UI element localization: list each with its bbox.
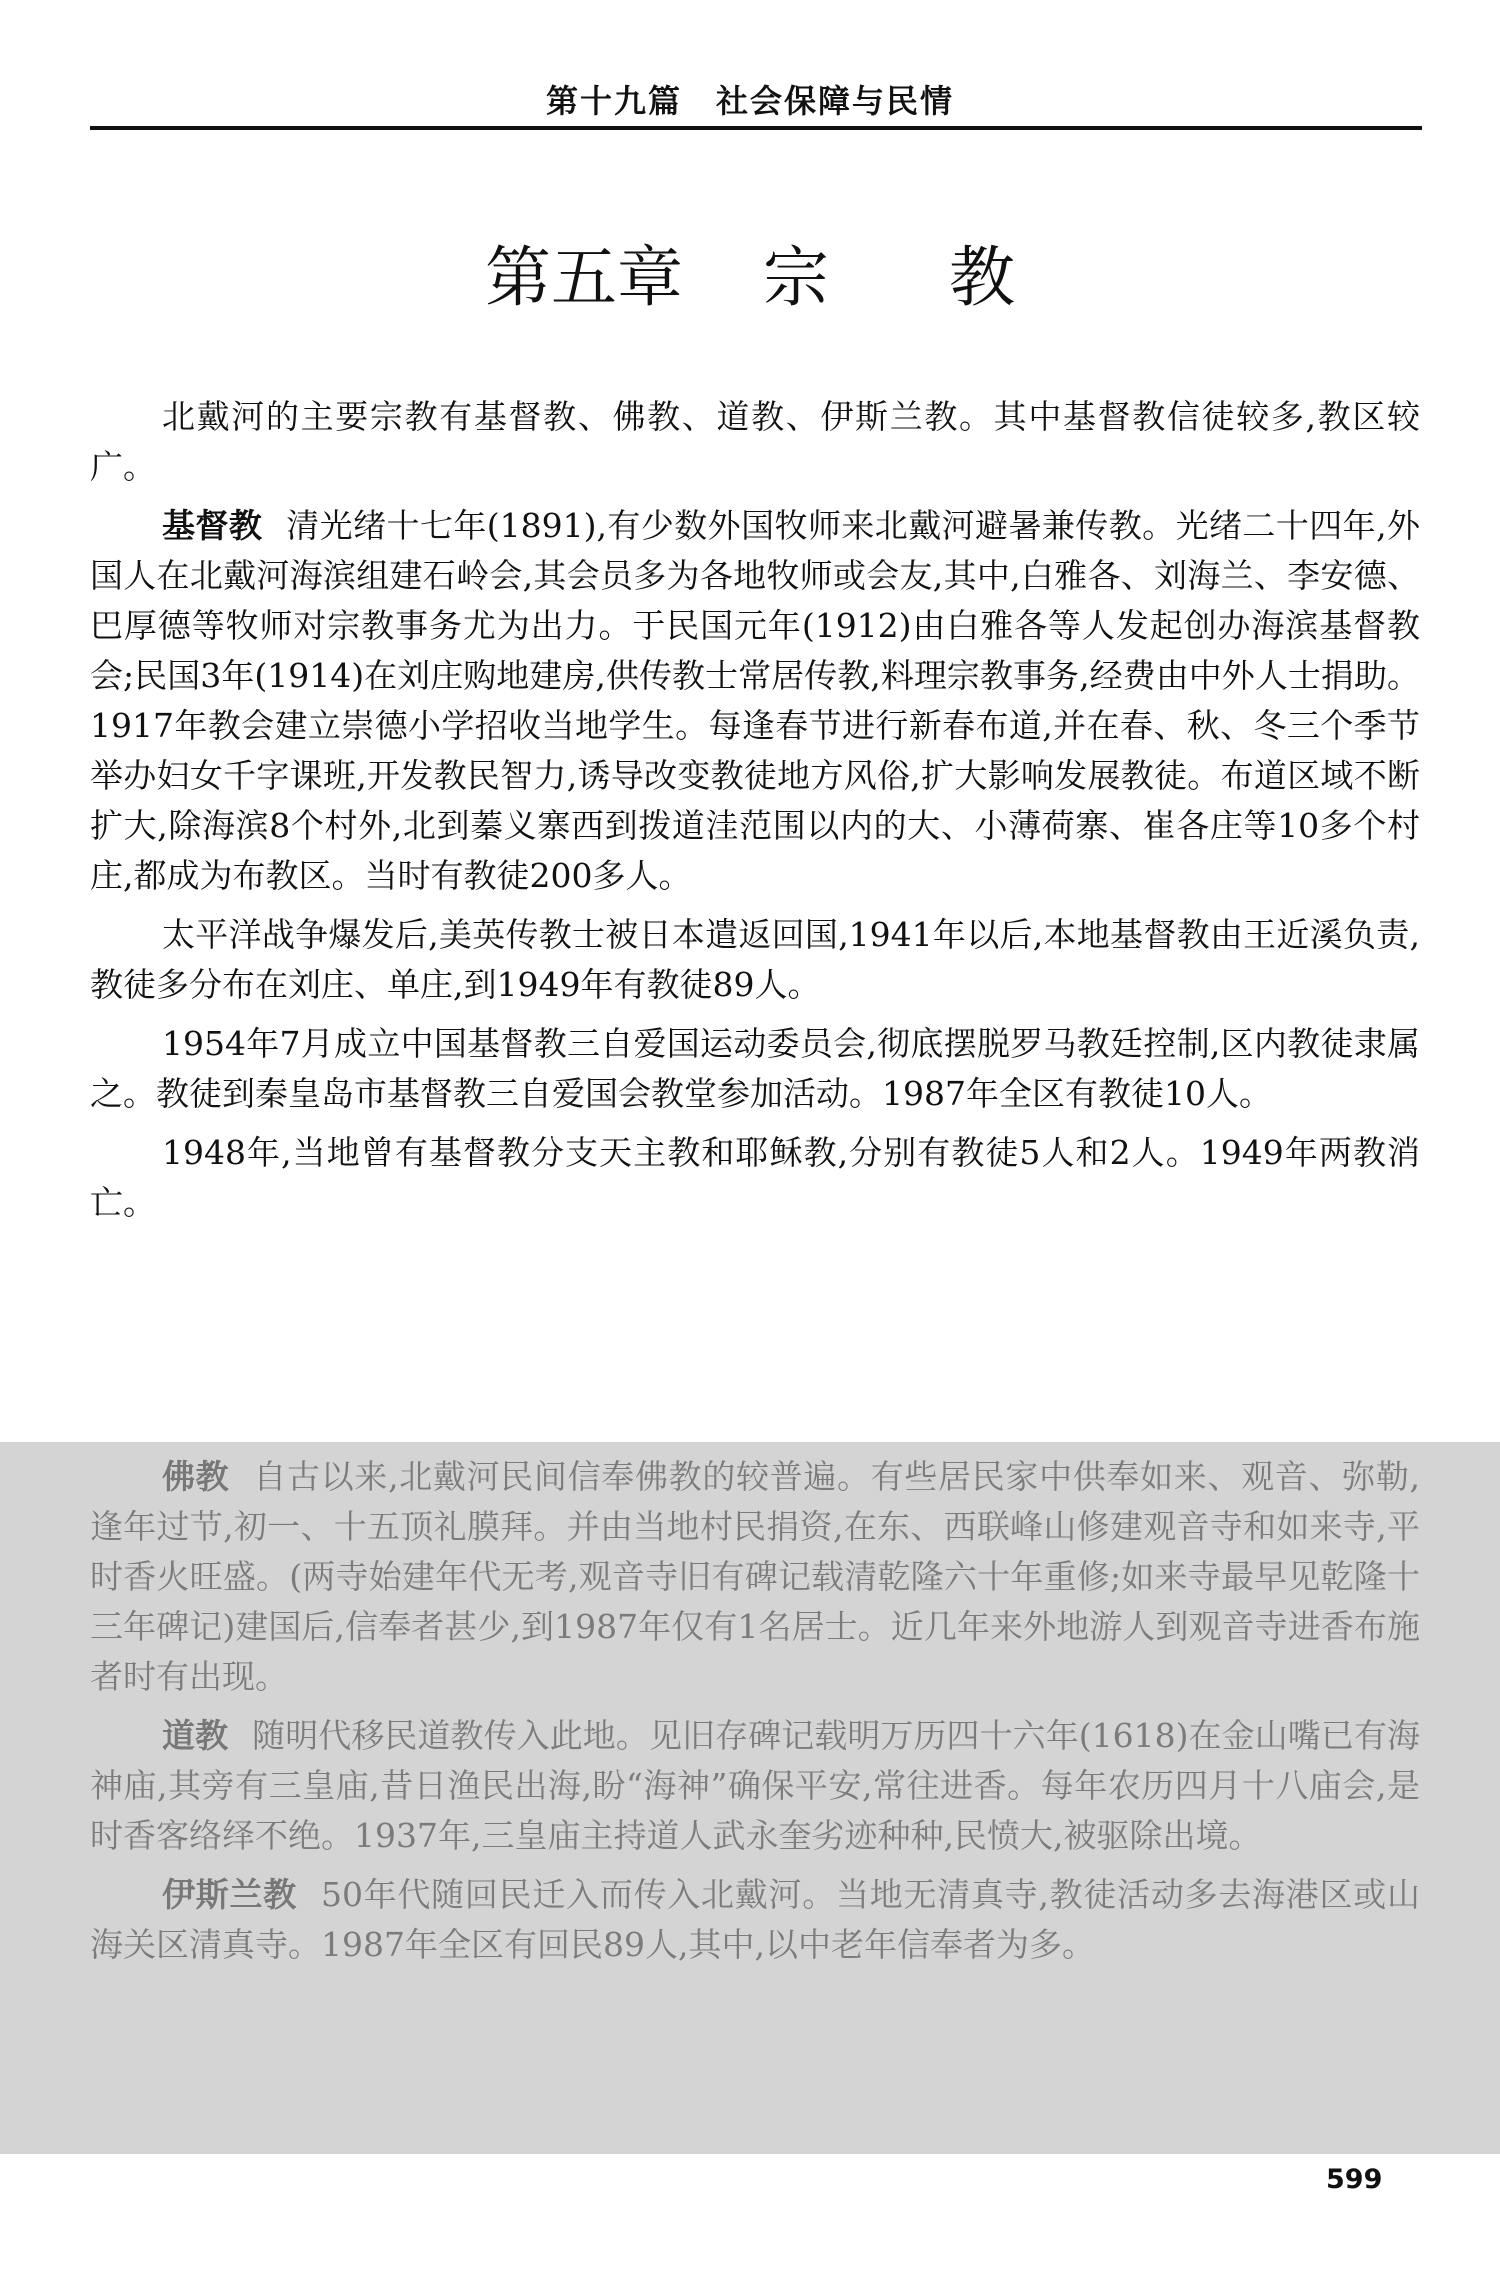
christianity-paragraph-1	[90, 501, 1420, 901]
faded-body-text	[90, 1452, 1420, 1979]
buddhism-text: 自古以来,北戴河民间信奉佛教的较普遍。有些居民家中供奉如来、观音、弥勒,逢年过节,初一、十五顶礼膜拜。并由当地村民捐资,在东、西联峰山修建观音寺和如来寺,平时香火旺盛。(两寺始建年代无考,观音寺旧有碑记载清乾隆六十年重修;如来寺最早见乾隆十三年碑记)建国后,信奉者甚少,到1987年仅有1名居士。近几年来外地游人到观音寺进香布施者时有出现。	[90, 1457, 1421, 1696]
page-number: 599	[1326, 2164, 1383, 2195]
islam-paragraph	[90, 1870, 1420, 1970]
islam-text: 50年代随回民迁入而传入北戴河。当地无清真寺,教徒活动多去海港区或山海关区清真寺。1987年全区有回民89人,其中,以中老年信奉者为多。	[90, 1875, 1421, 1964]
header-part: 第十九篇	[545, 82, 682, 120]
chapter-title-char-1: 宗	[763, 239, 829, 316]
taoism-text: 随明代移民道教传入此地。见旧存碑记载明万历四十六年(1618)在金山嘴已有海神庙,其旁有三皇庙,昔日渔民出海,盼“海神”确保平安,常往进香。每年农历四月十八庙会,是时香客络绎不绝。1937年,三皇庙主持道人武永奎劣迹种种,民愤大,被驱除出境。	[90, 1716, 1421, 1855]
chapter-title-char-2: 教	[949, 239, 1015, 316]
buddhism-paragraph	[90, 1452, 1420, 1702]
islam-term: 伊斯兰教	[162, 1875, 297, 1914]
christianity-paragraph-3: 1954年7月成立中国基督教三自爱国运动委员会,彻底摆脱罗马教廷控制,区内教徒隶属之。教徒到秦皇岛市基督教三自爱国会教堂参加活动。1987年全区有教徒10人。	[90, 1024, 1420, 1113]
header-section: 社会保障与民情	[716, 82, 955, 120]
taoism-paragraph	[90, 1711, 1420, 1861]
christianity-text-1: 清光绪十七年(1891),有少数外国牧师来北戴河避暑兼传教。光绪二十四年,外国人在北戴河海滨组建石岭会,其会员多为各地牧师或会友,其中,白雅各、刘海兰、李安德、巴厚德等牧师对宗教事务尤为出力。于民国元年(1912)由白雅各等人发起创办海滨基督教会;民国3年(1914)在刘庄购地建房,供传教士常居传教,料理宗教事务,经费由中外人士捐助。1917年教会建立崇德小学招收当地学生。每逢春节进行新春布道,并在春、秋、冬三个季节举办妇女千字课班,开发教民智力,诱导改变教徒地方风俗,扩大影响发展教徒。布道区域不断扩大,除海滨8个村外,北到蓁义寨西到拨道洼范围以内的大、小薄荷寨、崔各庄等10多个村庄,都成为布教区。当时有教徒200多人。	[90, 506, 1420, 895]
christianity-term: 基督教	[162, 506, 263, 545]
header-rule	[90, 126, 1422, 130]
chapter-number: 第五章	[485, 239, 683, 316]
chapter-title	[0, 238, 1500, 318]
running-header	[0, 76, 1500, 122]
christianity-paragraph-4: 1948年,当地曾有基督教分支天主教和耶稣教,分别有教徒5人和2人。1949年两教消亡。	[90, 1133, 1420, 1222]
buddhism-term: 佛教	[162, 1457, 230, 1496]
taoism-term: 道教	[162, 1716, 229, 1755]
christianity-paragraph-2: 太平洋战争爆发后,美英传教士被日本遣返回国,1941年以后,本地基督教由王近溪负责,教徒多分布在刘庄、单庄,到1949年有教徒89人。	[90, 915, 1420, 1004]
intro-paragraph: 北戴河的主要宗教有基督教、佛教、道教、伊斯兰教。其中基督教信徒较多,教区较广。	[90, 397, 1420, 486]
body-text	[90, 392, 1420, 1237]
